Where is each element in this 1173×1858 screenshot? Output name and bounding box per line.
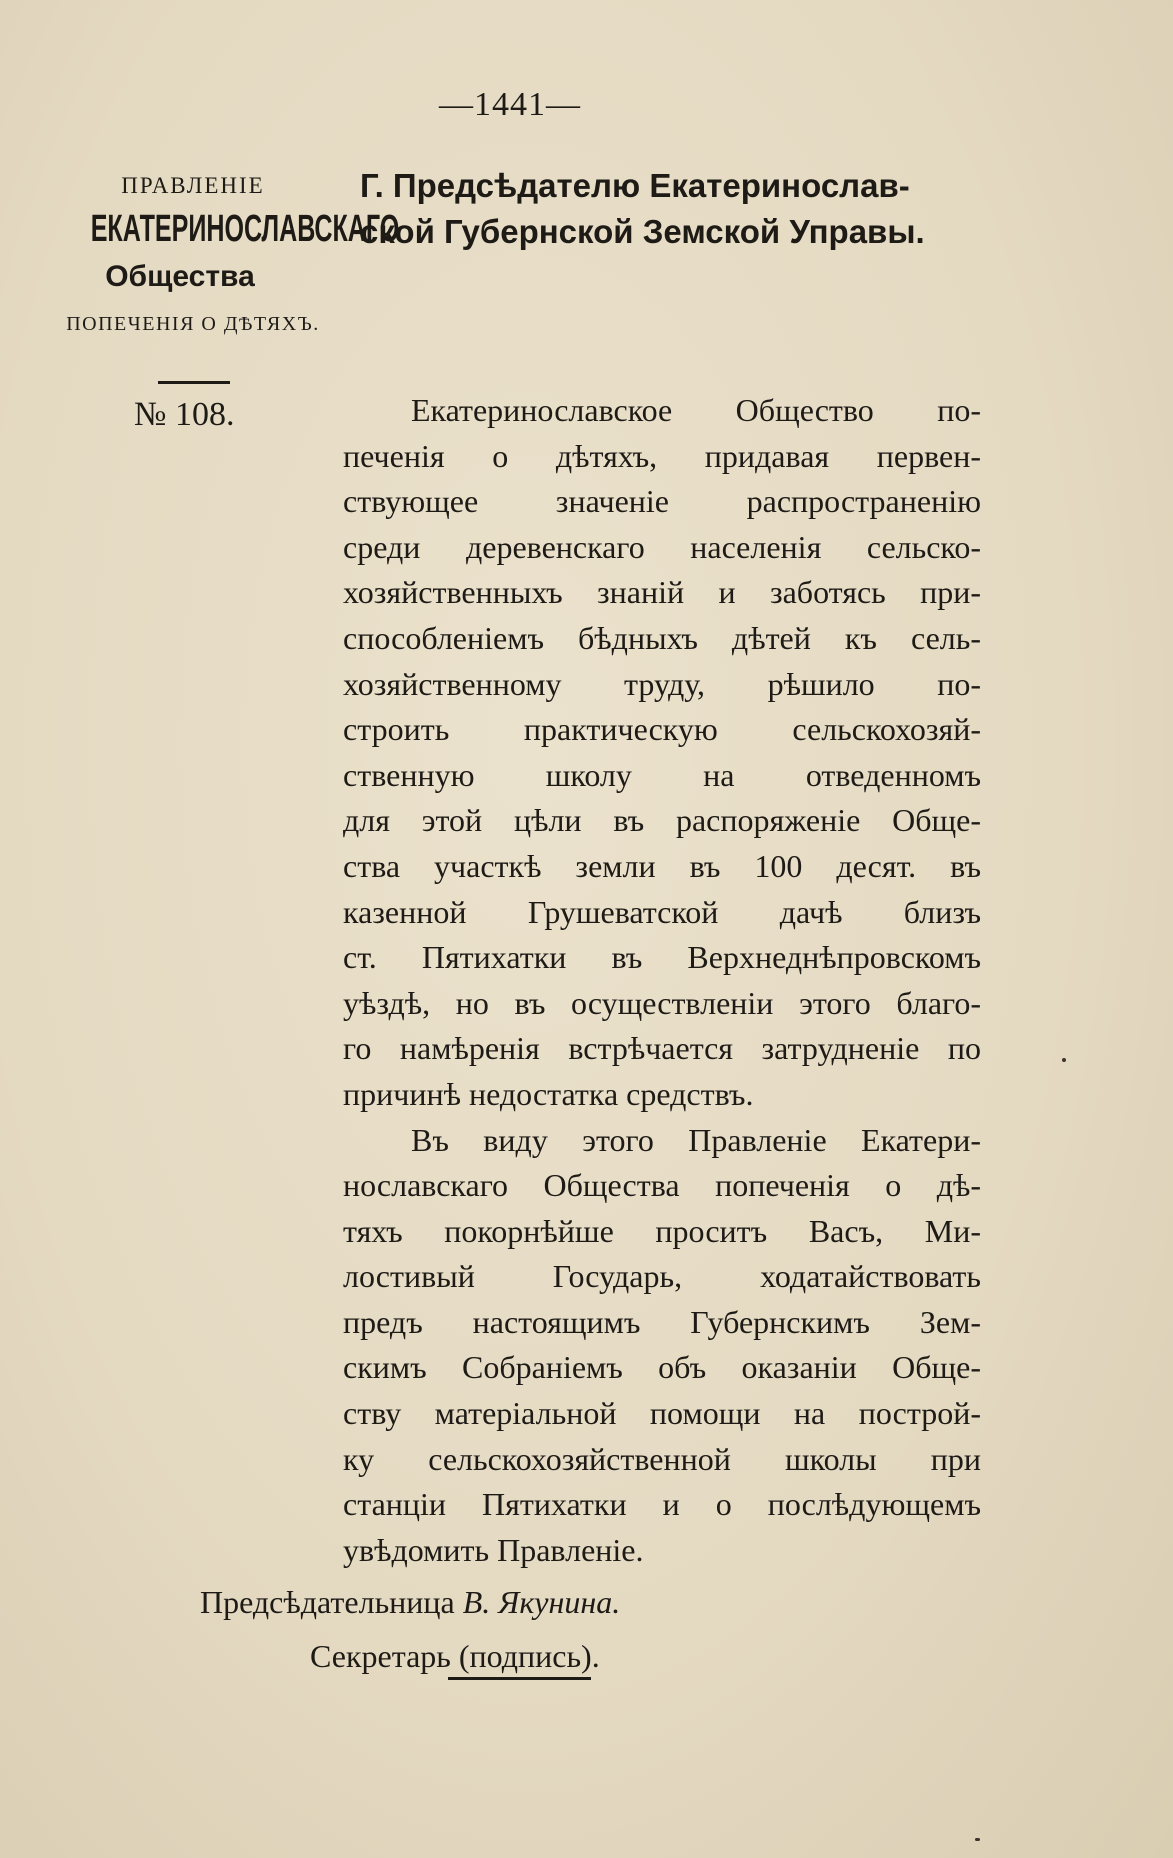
short-divider xyxy=(158,381,230,384)
sender-line-2: ЕКАТЕРИНОСЛАВСКАГО xyxy=(90,208,400,250)
text-line: ству матеріальной помощи на построй- xyxy=(343,1395,981,1432)
text-line: казенной Грушеватской дачѣ близъ xyxy=(343,893,981,930)
text-line: ст. Пятихатки въ Верхнеднѣпровскомъ xyxy=(343,939,981,976)
document-number: № 108. xyxy=(134,396,235,433)
text-line: строить практическую сельскохозяй- xyxy=(343,711,981,748)
text-line: способленіемъ бѣдныхъ дѣтей къ сель- xyxy=(343,619,981,656)
closing-divider xyxy=(448,1677,591,1680)
addressee-line: ской Губернской Земской Управы. xyxy=(360,213,925,250)
text-line: нославскаго Общества попеченія о дѣ- xyxy=(343,1167,981,1204)
paper-speck xyxy=(975,1838,980,1841)
secretary-signature: Секретарь (подпись). xyxy=(310,1638,600,1674)
paragraph-2 xyxy=(343,1118,981,1574)
paper-speck xyxy=(1062,1058,1066,1062)
letter-body xyxy=(343,388,981,1573)
chair-title: Предсѣдательница xyxy=(200,1584,455,1620)
text-line: для этой цѣли въ распоряженіе Обще- xyxy=(343,802,981,839)
addressee-line: Г. Предсѣдателю Екатеринослав- xyxy=(360,167,910,204)
text-line: предъ настоящимъ Губернскимъ Зем- xyxy=(343,1303,981,1340)
text-line: хозяйственному труду, рѣшило по- xyxy=(343,665,981,702)
text-line: лостивый Государь, ходатайствовать xyxy=(343,1258,981,1295)
text-line: Въ виду этого Правленіе Екатери- xyxy=(411,1121,981,1158)
chair-name: В. Якунина. xyxy=(462,1584,621,1620)
text-line: печенія о дѣтяхъ, придавая первен- xyxy=(343,437,981,474)
sender-line-4: ПОПЕЧЕНІЯ О ДѢТЯХЪ. xyxy=(66,313,320,335)
text-line: ства участкѣ земли въ 100 десят. въ xyxy=(343,847,981,884)
text-line: ку сельскохозяйственной школы при xyxy=(343,1440,981,1477)
text-line: го намѣренія встрѣчается затрудненіе по xyxy=(343,1030,981,1067)
addressee-block xyxy=(360,163,1000,255)
page-number: —1441— xyxy=(439,86,581,123)
text-line: уѣздѣ, но въ осуществленіи этого благо- xyxy=(343,984,981,1021)
sender-line-3: Общества xyxy=(105,260,255,293)
text-line: хозяйственныхъ знаній и заботясь при- xyxy=(343,574,981,611)
text-line: Екатеринославское Общество по- xyxy=(411,392,981,428)
text-line: станціи Пятихатки и о послѣдующемъ xyxy=(343,1486,981,1523)
text-line: среди деревенскаго населенія сельско- xyxy=(343,528,981,565)
chair-signature xyxy=(200,1575,620,1629)
sender-block xyxy=(38,168,400,342)
paragraph-1 xyxy=(343,388,981,1118)
text-line: причинѣ недостатка средствъ. xyxy=(343,1075,754,1112)
text-line: ственную школу на отведенномъ xyxy=(343,756,981,793)
sender-line-1: ПРАВЛЕНІЕ xyxy=(121,173,265,198)
text-line: скимъ Собраніемъ объ оказаніи Обще- xyxy=(343,1349,981,1386)
text-line: увѣдомить Правленіе. xyxy=(343,1531,644,1568)
text-line: ствующее значеніе распространенію xyxy=(343,483,981,520)
text-line: тяхъ покорнѣйше проситъ Васъ, Ми- xyxy=(343,1212,981,1249)
signature-block xyxy=(200,1575,620,1683)
